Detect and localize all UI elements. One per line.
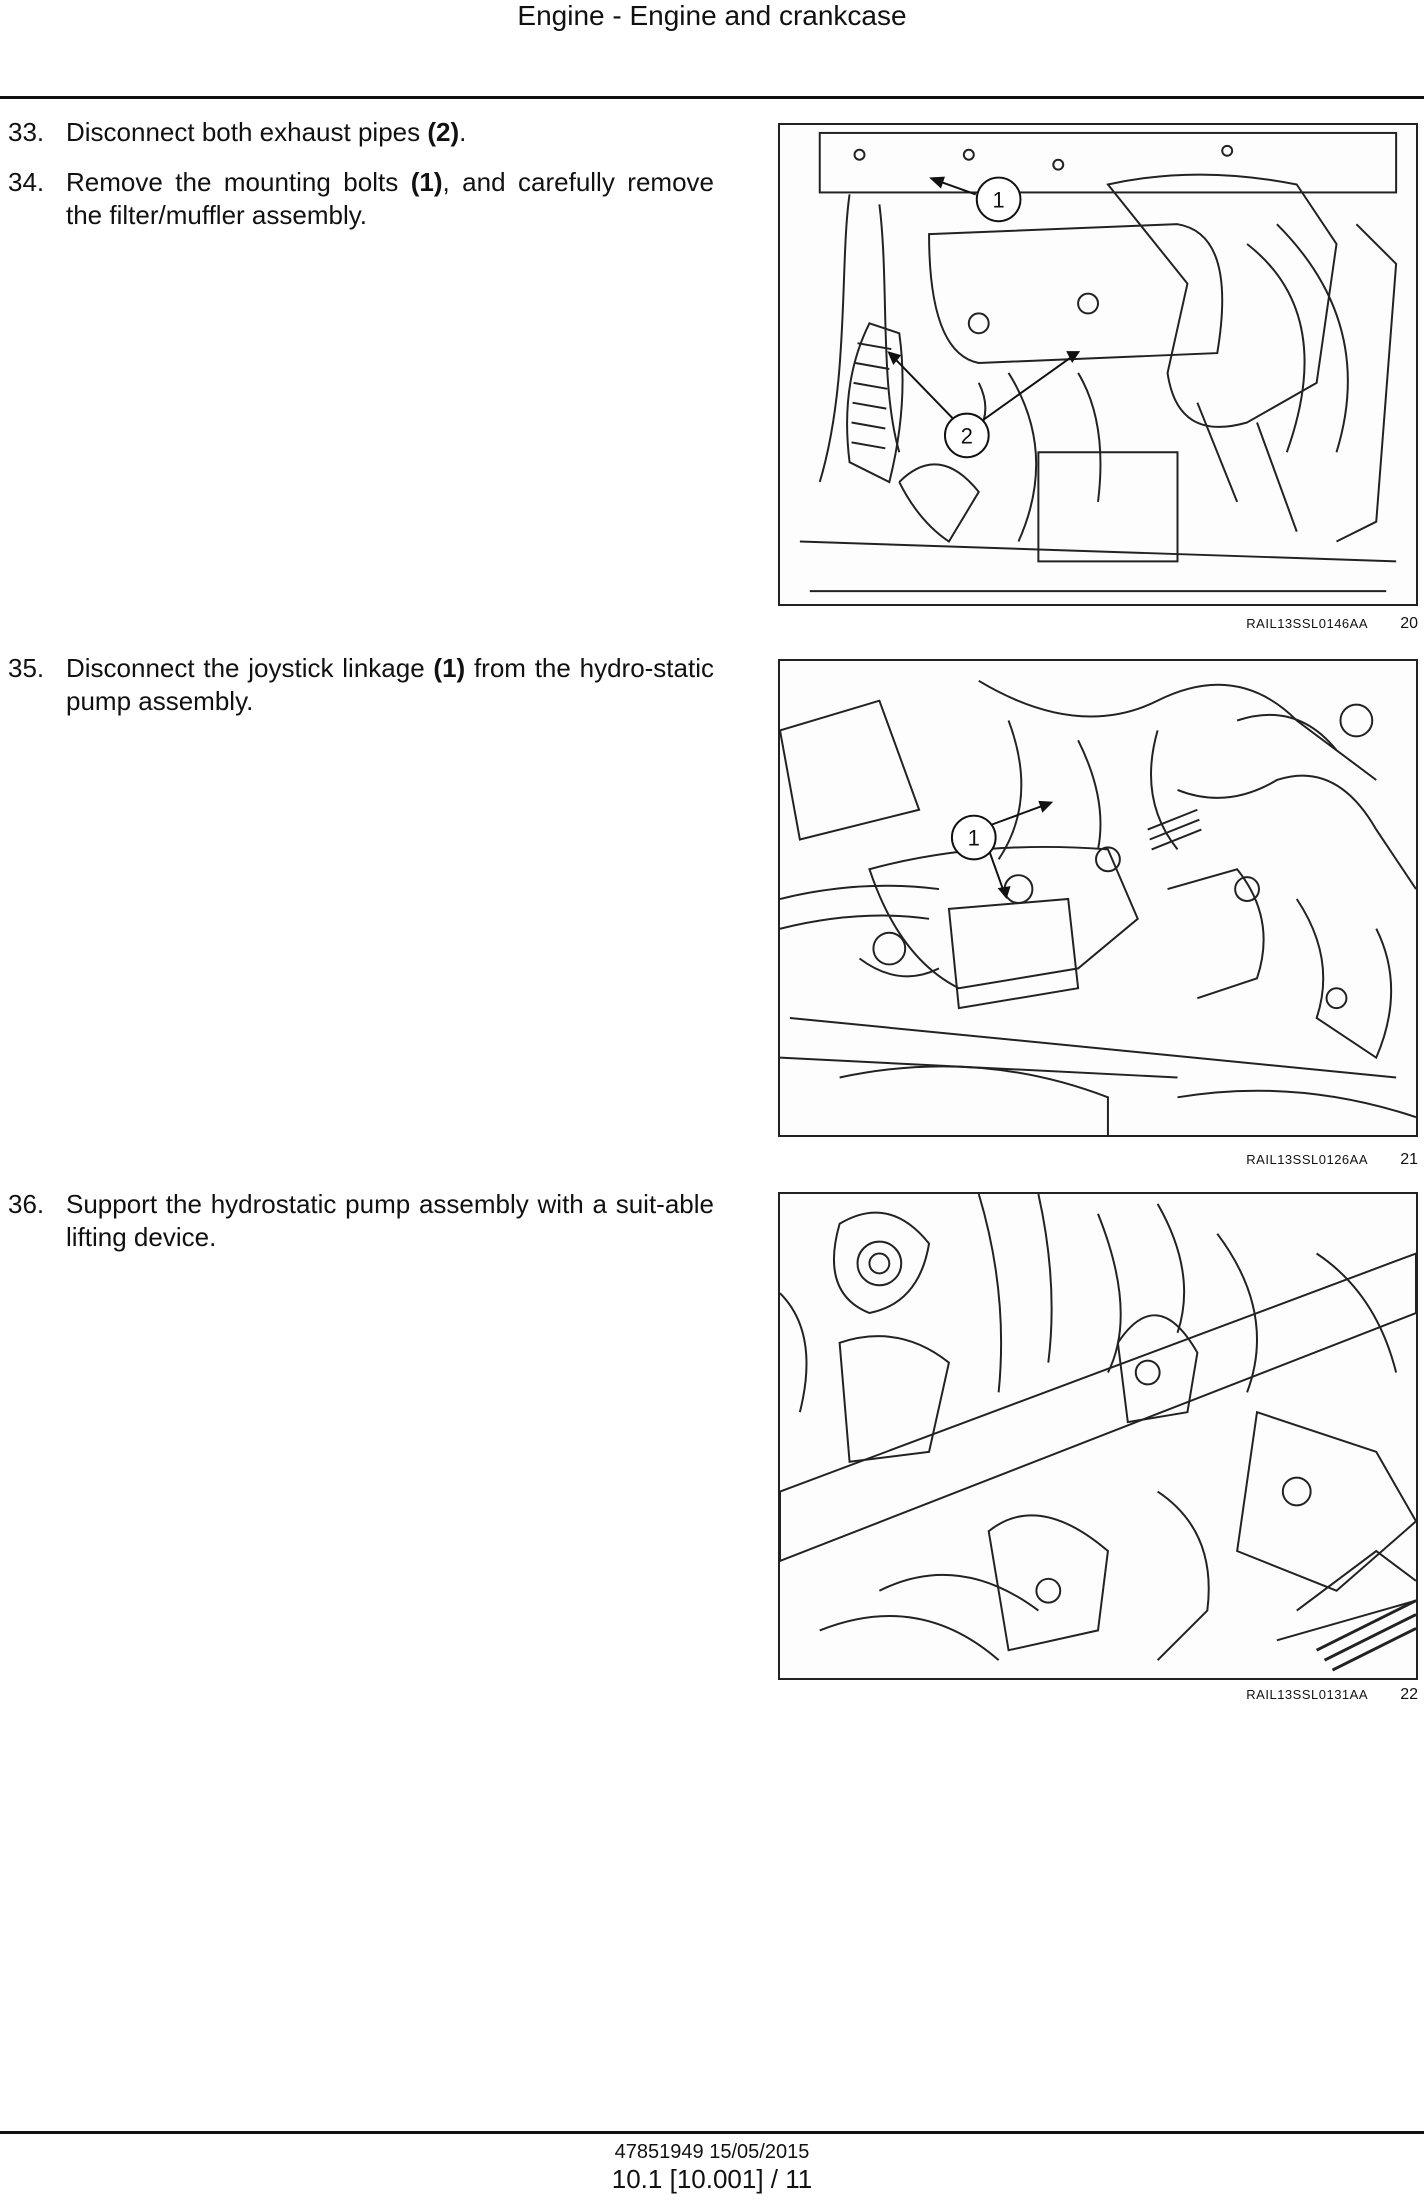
linkage-line-drawing bbox=[780, 661, 1416, 1135]
pump-line-drawing bbox=[780, 1194, 1416, 1678]
figure-number: 20 bbox=[1400, 615, 1418, 632]
callout-label: 2 bbox=[960, 423, 973, 449]
callout-label: 1 bbox=[992, 187, 1005, 213]
figure-number: 21 bbox=[1400, 1151, 1418, 1168]
figure-20-exhaust-illustration bbox=[778, 123, 1418, 606]
figure-code: RAIL13SSL0131AA bbox=[1246, 1687, 1368, 1702]
step-35 bbox=[8, 652, 714, 718]
exhaust-line-drawing bbox=[780, 125, 1416, 604]
step-text: Remove the mounting bolts bbox=[66, 167, 411, 197]
step-number: 33. bbox=[8, 117, 45, 147]
footer-document-id: 47851949 15/05/2015 bbox=[614, 2141, 810, 2163]
step-34 bbox=[8, 166, 714, 232]
step-reference: (1) bbox=[433, 653, 466, 683]
step-number: 35. bbox=[8, 653, 45, 683]
figure-code: RAIL13SSL0126AA bbox=[1246, 1152, 1368, 1167]
step-number: 34. bbox=[8, 167, 45, 197]
step-reference: (1) bbox=[410, 167, 443, 197]
callout-label: 1 bbox=[967, 825, 980, 851]
figure-22-caption bbox=[778, 1683, 1418, 1707]
step-33 bbox=[8, 116, 714, 149]
figure-22-pump-support-illustration bbox=[778, 1192, 1418, 1680]
step-text: Disconnect the joystick linkage bbox=[66, 653, 434, 683]
step-text-tail: from the hydro-static pump assembly. bbox=[66, 653, 714, 716]
figure-21-joystick-linkage-illustration bbox=[778, 659, 1418, 1137]
figure-20-caption bbox=[778, 612, 1418, 636]
figure-number: 22 bbox=[1400, 1686, 1418, 1703]
footer-rule bbox=[0, 2131, 1424, 2134]
figure-code: RAIL13SSL0146AA bbox=[1246, 616, 1368, 631]
header-rule bbox=[0, 96, 1424, 99]
step-text-tail: . bbox=[459, 117, 467, 147]
page-header-title: Engine - Engine and crankcase bbox=[517, 0, 907, 31]
step-text: Disconnect both exhaust pipes bbox=[66, 117, 428, 147]
footer-page-number: 10.1 [10.001] / 11 bbox=[611, 2164, 813, 2194]
step-text: Support the hydrostatic pump assembly with a suit-able lifting device. bbox=[66, 1189, 714, 1252]
step-text-tail: , and carefully remove the filter/muffler assembly. bbox=[66, 167, 714, 230]
figure-21-caption bbox=[778, 1148, 1418, 1172]
step-36 bbox=[8, 1188, 714, 1254]
step-reference: (2) bbox=[427, 117, 460, 147]
step-number: 36. bbox=[8, 1189, 45, 1219]
